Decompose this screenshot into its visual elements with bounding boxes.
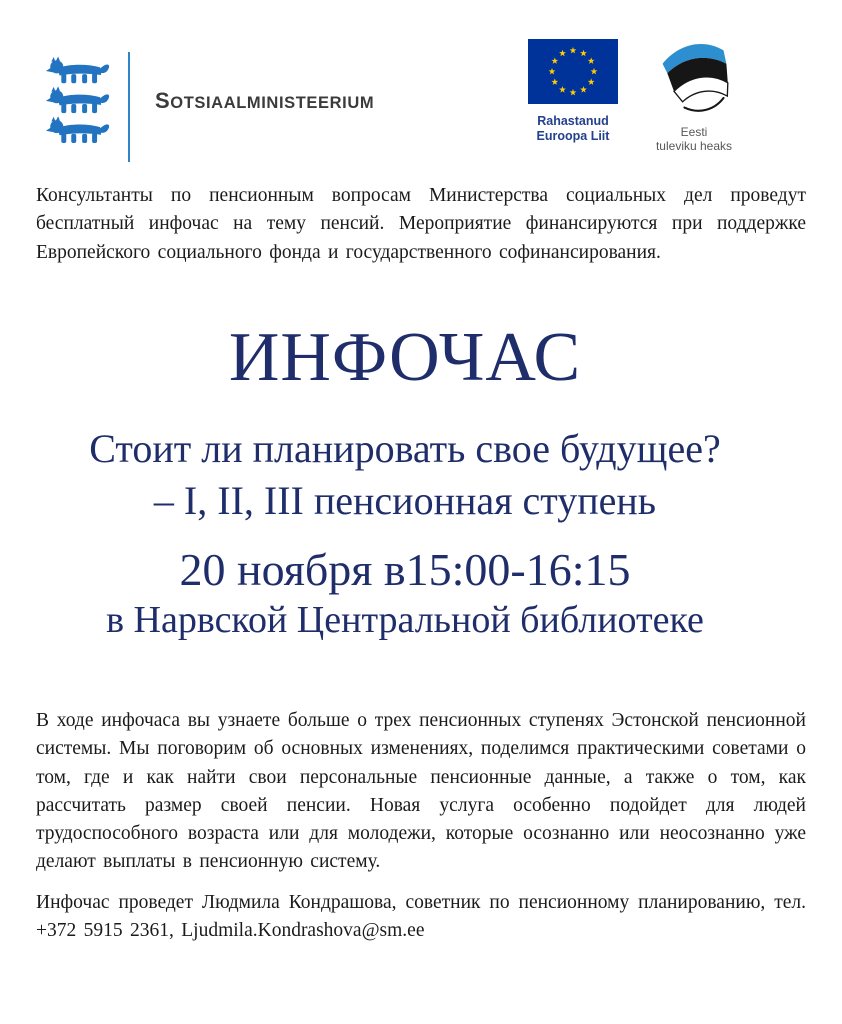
event-subtitle-line1: Стоит ли планировать свое будущее? xyxy=(89,425,721,471)
estonia-caption-line1: Eesti xyxy=(680,125,708,139)
eu-flag-icon xyxy=(528,39,618,104)
estonia-caption-line2: tuleviku heaks xyxy=(655,139,733,154)
header xyxy=(0,0,842,168)
eu-caption-line1: Rahastanud xyxy=(537,114,609,128)
event-subtitle xyxy=(36,423,774,527)
eu-funding-logo xyxy=(520,39,626,144)
estonia-brand-logo xyxy=(638,38,750,154)
contact-paragraph: Инфочас проведет Людмила Кондрашова, советник по пенсионному планированию, тел. +372 5915 2361, Ljudmila.Kondrashova@sm.ee xyxy=(36,891,806,941)
eu-caption-line2: Euroopa Liit xyxy=(536,129,610,143)
ministry-name: SOTSIAALMINISTEERIUM xyxy=(155,88,375,113)
estonia-swoosh-icon xyxy=(651,38,737,118)
event-block xyxy=(0,318,842,643)
eu-caption xyxy=(520,114,626,144)
header-divider xyxy=(128,52,130,162)
event-title: ИНФОЧАС xyxy=(228,318,582,396)
event-location: в Нарвской Центральной библиотеке xyxy=(106,599,704,642)
intro-paragraph: Консультанты по пенсионным вопросам Министерства социальных дел проведут бесплатный инфочас на тему пенсий. Мероприятие финансируются при поддержке Европейского социального фонда и государственного софинансирования. xyxy=(36,185,806,263)
event-datetime: 20 ноября в15:00-16:15 xyxy=(179,543,631,595)
estonia-caption xyxy=(638,125,750,154)
event-subtitle-line2: – I, II, III пенсионная ступень xyxy=(153,477,657,523)
description-paragraph: В ходе инфочаса вы узнаете больше о трех пенсионных ступенях Эстонской пенсионной системы. Мы поговорим об основных изменениях, поделимся практическими советами о том, где и как найти свои персональные пенсионные данные, а также о том, как рассчитать размер своей пенсии. Новая услуга особенно подойдет для людей трудоспособного возраста или для молодежи, которые осознанно или неосознанно уже делают выплаты в пенсионную систему. xyxy=(36,710,806,873)
three-lions-icon xyxy=(45,55,112,149)
